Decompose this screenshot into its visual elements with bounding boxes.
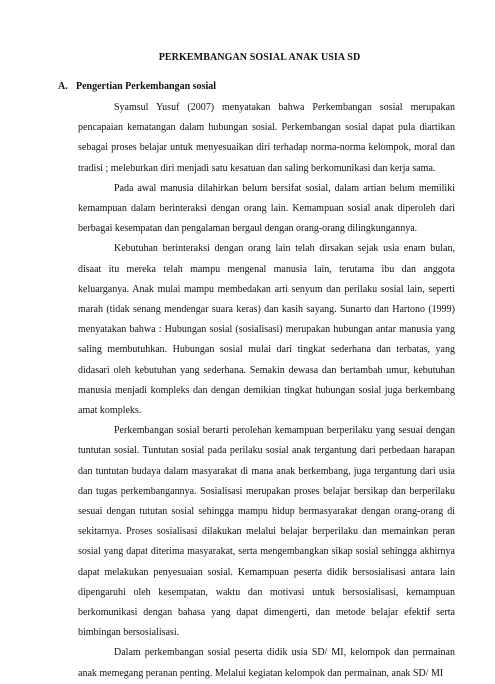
- document-title: PERKEMBANGAN SOSIAL ANAK USIA SD: [158, 52, 361, 63]
- paragraph-4: Perkembangan sosial berarti perolehan kemampuan berperilaku yang sesuai dengan tuntutan sosial. Tuntutan sosial pada perilaku sosial anak tergantung dari perbedaan harapan dan tuntutan budaya dalam masyarakat di mana anak berkembang, juga tergantung dari usia dan tugas perkembangannya. Sosialisasi merupakan proses belajar bersikap dan berperilaku sesuai dengan tututan sosial sehingga mampu hidup bermasyarakat dengan orang-orang di sekitarnya. Proses sosialisasi dilakukan melalui belajar berperilaku dan memainkan peran sosial yang dapat diterima masyarakat, serta mengembangkan sikap sosial sehingga akhirnya dapat melakukan penyesuaian sosial. Kemampuan peserta didik bersosialisasi antara lain dipengaruhi oleh kesempatan, waktu dan motivasi untuk bersosialisasi, kemampuan berkomunikasi dengan bahasa yang dapat dimengerti, dan metode belajar efektif serta bimbingan bersosialisasi.: [78, 425, 455, 639]
- section-heading-text: Pengertian Perkembangan sosial: [76, 81, 216, 92]
- paragraph-1: Syamsul Yusuf (2007) menyatakan bahwa Perkembangan sosial merupakan pencapaian kematangan dalam hubungan sosial. Perkembangan sosial dapat pula diartikan sebagai proses belajar untuk menyesuaikan diri terhadap norma-norma kelompok, moral dan tradisi ; meleburkan diri menjadi satu kesatuan dan saling berkomunikasi dan kerja sama.: [78, 102, 455, 174]
- paragraph-3: Kebutuhan berinteraksi dengan orang lain telah dirsakan sejak usia enam bulan, disaat itu mereka telah mampu mengenal manusia lain, terutama ibu dan anggota keluarganya. Anak mulai mampu membedakan arti senyum dan perilaku sosial lain, seperti marah (tidak senang mendengar suara keras) dan kasih sayang. Sunarto dan Hartono (1999) menyatakan bahwa : Hubungan sosial (sosialisasi) merupakan hubungan antar manusia yang saling membutuhkan. Hubungan sosial mulai dari tingkat sederhana dan terbatas, yang didasari oleh kebutuhan yang sederhana. Semakin dewasa dan bertambah umur, kebutuhan manusia menjadi kompleks dan dengan demikian tingkat hubungan sosial juga berkembang amat kompleks.: [78, 243, 455, 417]
- section-heading: [58, 79, 455, 95]
- paragraph-5: Dalam perkembangan sosial peserta didik usia SD/ MI, kelompok dan permainan anak memegang peranan penting. Melalui kegiatan kelompok dan permainan, anak SD/ MI: [78, 647, 455, 679]
- paragraph-2: Pada awal manusia dilahirkan belum bersifat sosial, dalam artian belum memiliki kemampuan dalam berinteraksi dengan orang lain. Kemampuan sosial anak diperoleh dari berbagai kesempatan dan pengalaman bergaul dengan orang-orang dilingkungannya.: [78, 182, 455, 235]
- section-letter: A.: [58, 81, 68, 92]
